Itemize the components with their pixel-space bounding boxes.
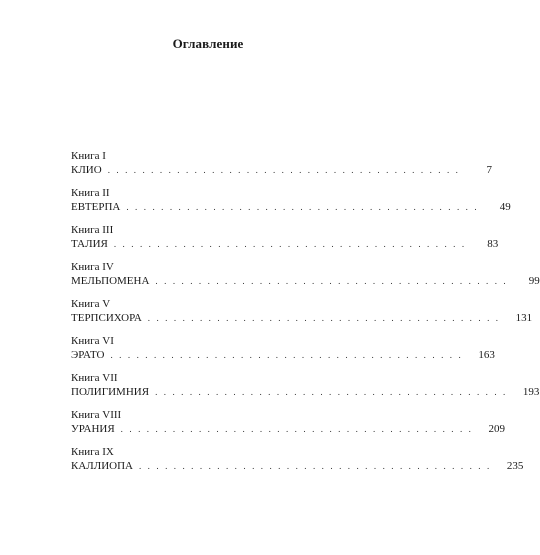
dot-leader: . . . . . . . . . . . . . . . . . . . . . . . . . . . . . . . . . . . . . . . . . — [138, 461, 492, 471]
toc-title-row — [71, 274, 540, 288]
book-title: КЛИО — [71, 164, 102, 176]
toc-title-row — [71, 163, 493, 177]
dot-leader: . . . . . . . . . . . . . . . . . . . . . . . . . . . . . . . . . . . . . . . . . — [126, 202, 479, 212]
page-number: 99 — [528, 275, 540, 287]
book-label: Книга V — [71, 298, 111, 310]
dot-leader: . . . . . . . . . . . . . . . . . . . . . . . . . . . . . . . . . . . . . . . . . — [155, 387, 508, 397]
page-number: 131 — [515, 312, 533, 324]
toc-entry[interactable] — [71, 261, 540, 298]
toc-entry[interactable] — [71, 446, 524, 483]
book-label: Книга II — [71, 187, 110, 199]
book-title: ЕВТЕРПА — [71, 201, 121, 213]
toc-entry[interactable] — [71, 298, 533, 335]
toc-entry[interactable] — [71, 409, 506, 446]
toc-title-row — [71, 200, 511, 214]
page-number: 193 — [522, 386, 540, 398]
table-of-contents — [71, 150, 540, 483]
book-label: Книга VII — [71, 372, 118, 384]
book-title: УРАНИЯ — [71, 423, 115, 435]
page-number: 49 — [499, 201, 511, 213]
dot-leader: . . . . . . . . . . . . . . . . . . . . . . . . . . . . . . . . . . . . . . . . . — [155, 276, 508, 286]
book-title: КАЛЛИОПА — [71, 460, 133, 472]
toc-title-row — [71, 237, 499, 251]
book-label: Книга VIII — [71, 409, 122, 421]
toc-title-row — [71, 385, 540, 399]
book-title: ЭРАТО — [71, 349, 105, 361]
toc-entry[interactable] — [71, 335, 495, 372]
dot-leader: . . . . . . . . . . . . . . . . . . . . . . . . . . . . . . . . . . . . . . . . . — [113, 239, 467, 249]
dot-leader: . . . . . . . . . . . . . . . . . . . . . . . . . . . . . . . . . . . . . . . . . — [120, 424, 474, 434]
toc-title-row — [71, 422, 506, 436]
toc-title-row — [71, 311, 533, 325]
book-title: ТЕРПСИХОРА — [71, 312, 142, 324]
book-label: Книга IV — [71, 261, 114, 273]
book-title: МЕЛЬПОМЕНА — [71, 275, 150, 287]
dot-leader: . . . . . . . . . . . . . . . . . . . . . . . . . . . . . . . . . . . . . . . . . — [107, 165, 461, 175]
book-title: ТАЛИЯ — [71, 238, 108, 250]
dot-leader: . . . . . . . . . . . . . . . . . . . . . . . . . . . . . . . . . . . . . . . . . — [147, 313, 501, 323]
page-number: 7 — [486, 164, 493, 176]
book-label: Книга III — [71, 224, 114, 236]
page-title: Оглавление — [172, 36, 244, 51]
toc-title-row — [71, 348, 495, 362]
toc-title-row — [71, 459, 524, 473]
toc-entry[interactable] — [71, 224, 499, 261]
book-label: Книга IX — [71, 446, 114, 458]
toc-entry[interactable] — [71, 150, 493, 187]
page-number: 235 — [506, 460, 524, 472]
toc-entry[interactable] — [71, 187, 511, 224]
page-number: 83 — [487, 238, 499, 250]
page-number: 209 — [488, 423, 506, 435]
book-label: Книга I — [71, 150, 106, 162]
dot-leader: . . . . . . . . . . . . . . . . . . . . . . . . . . . . . . . . . . . . . . . . . — [110, 350, 463, 360]
book-title: ПОЛИГИМНИЯ — [71, 386, 150, 398]
page-number: 163 — [478, 349, 495, 361]
book-label: Книга VI — [71, 335, 114, 347]
toc-entry[interactable] — [71, 372, 540, 409]
